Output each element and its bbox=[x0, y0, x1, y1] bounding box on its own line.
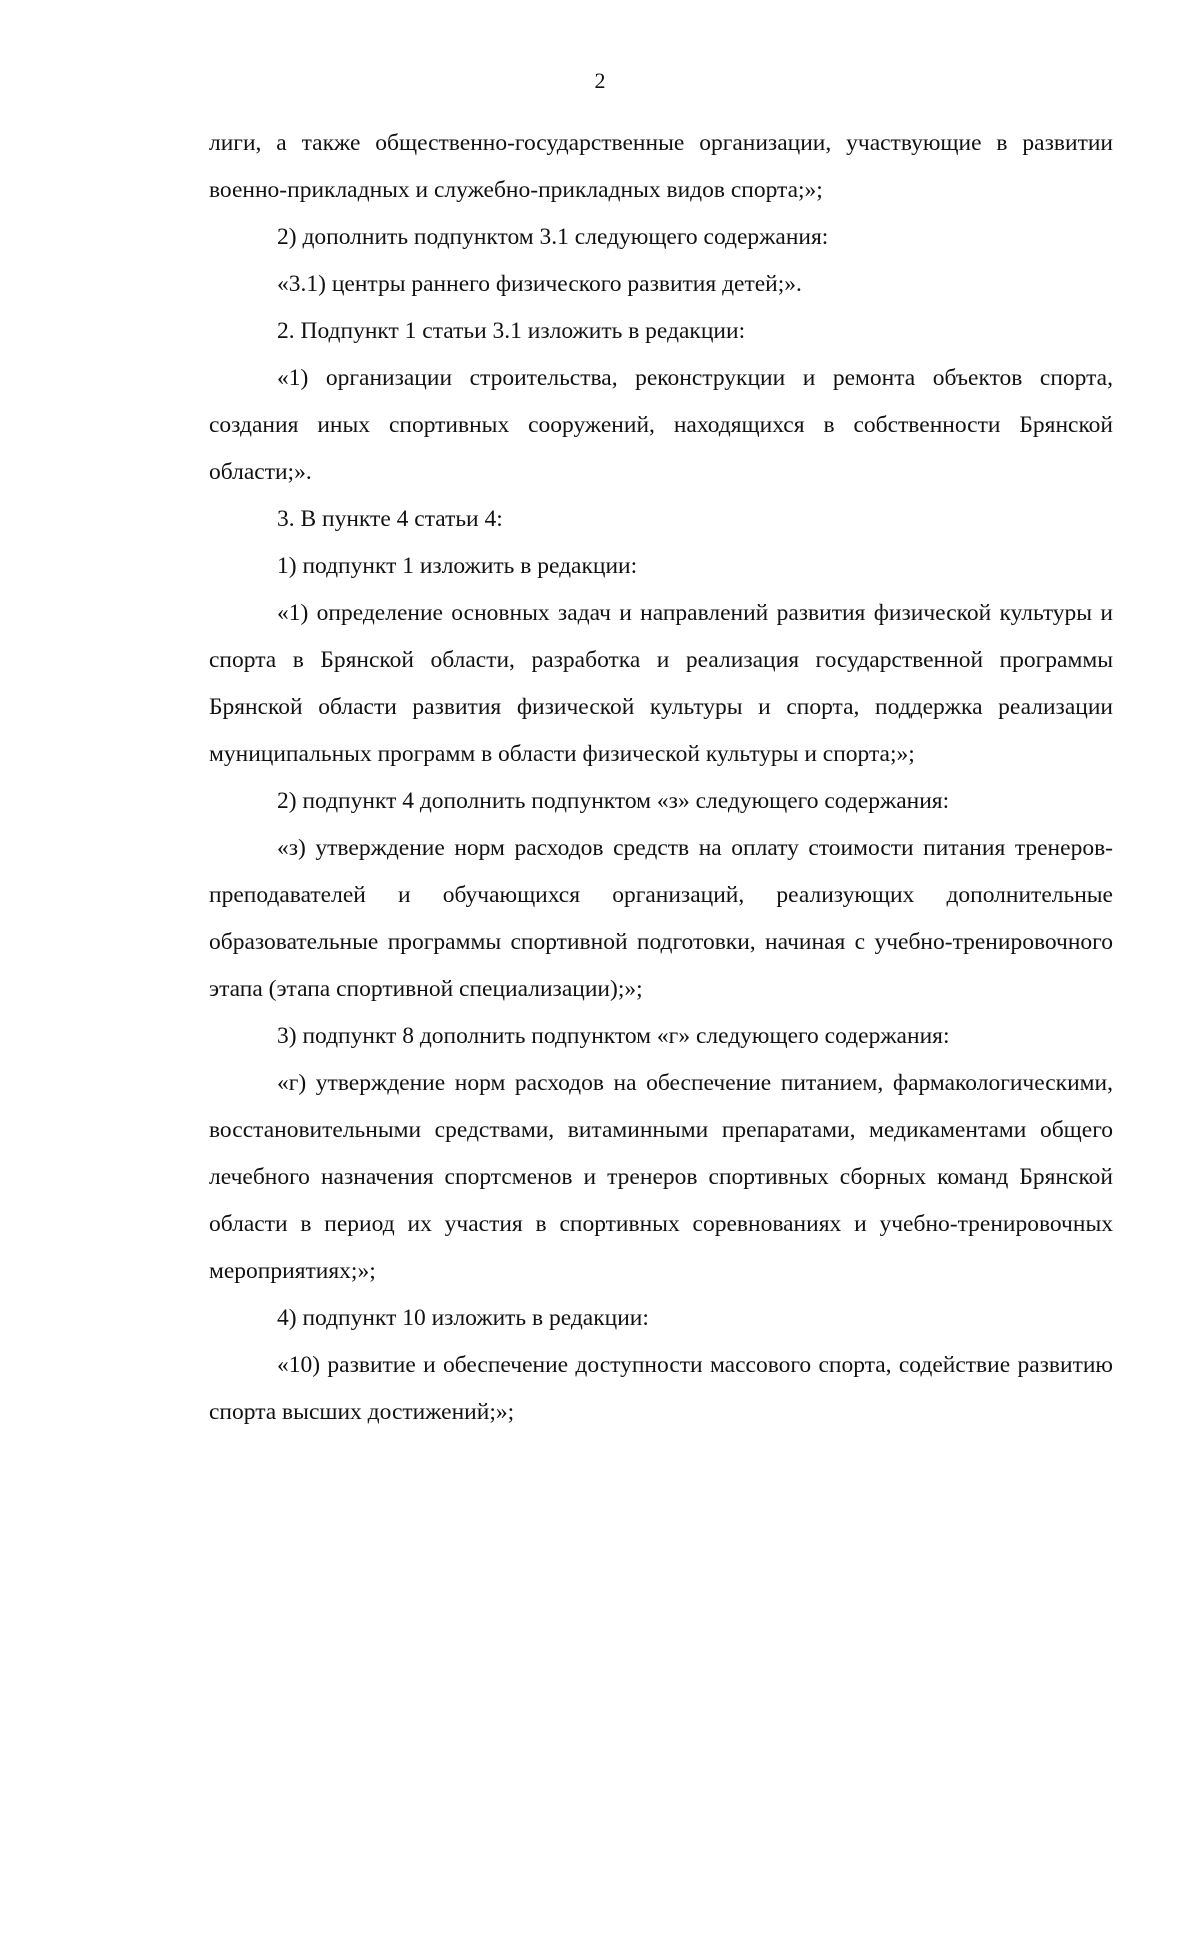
paragraph-11: 3) подпункт 8 дополнить подпунктом «г» следующего содержания: bbox=[277, 1023, 950, 1049]
paragraph-6: 3. В пункте 4 статьи 4: bbox=[277, 506, 503, 532]
paragraph-8: «1) определение основных задач и направлений развития физической культуры и спорта в Брянской области, разработка и реализация государственной программы Брянской области развития физической культуры и спорта, поддержка реализации муниципальных программ в области физической культуры и спорта;»; bbox=[209, 600, 1113, 767]
paragraph-4: 2. Подпункт 1 статьи 3.1 изложить в редакции: bbox=[277, 318, 746, 344]
page-number: 2 bbox=[594, 68, 606, 93]
paragraph-14: «10) развитие и обеспечение доступности массового спорта, содействие развитию спорта высших достижений;»; bbox=[209, 1352, 1113, 1425]
paragraph-7: 1) подпункт 1 изложить в редакции: bbox=[277, 553, 638, 579]
paragraph-2: 2) дополнить подпунктом 3.1 следующего содержания: bbox=[277, 224, 829, 250]
paragraph-9: 2) подпункт 4 дополнить подпунктом «з» следующего содержания: bbox=[277, 788, 950, 814]
paragraph-13: 4) подпункт 10 изложить в редакции: bbox=[277, 1305, 649, 1331]
paragraph-1: лиги, а также общественно-государственные организации, участвующие в развитии военно-прикладных и служебно-прикладных видов спорта;»; bbox=[209, 130, 1113, 203]
paragraph-12: «г) утверждение норм расходов на обеспечение питанием, фармакологическими, восстановительными средствами, витаминными препаратами, медикаментами общего лечебного назначения спортсменов и тренеров спортивных сборных команд Брянской области в период их участия в спортивных соревнованиях и учебно-тренировочных мероприятиях;»; bbox=[209, 1070, 1113, 1284]
document-body bbox=[209, 120, 1113, 1436]
paragraph-5: «1) организации строительства, реконструкции и ремонта объектов спорта, создания иных спортивных сооружений, находящихся в собственности Брянской области;». bbox=[209, 365, 1113, 485]
paragraph-10: «з) утверждение норм расходов средств на оплату стоимости питания тренеров-преподавателей и обучающихся организаций, реализующих дополнительные образовательные программы спортивной подготовки, начиная с учебно-тренировочного этапа (этапа спортивной специализации);»; bbox=[209, 835, 1113, 1002]
paragraph-3: «3.1) центры раннего физического развития детей;». bbox=[277, 271, 802, 297]
